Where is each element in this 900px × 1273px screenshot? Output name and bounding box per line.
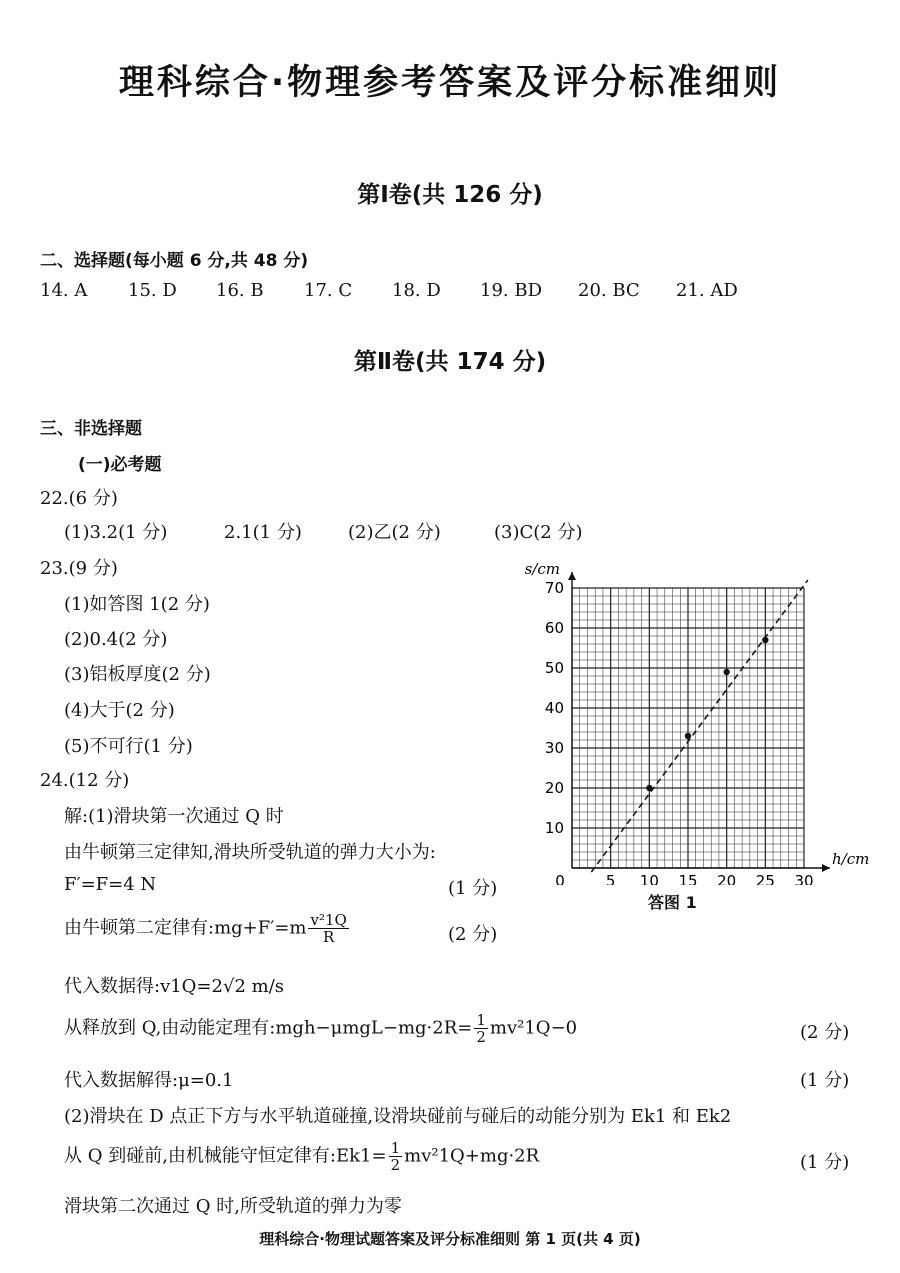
x-tick-label: 5 — [605, 872, 616, 885]
q22-label: 22.(6 分) — [40, 488, 118, 509]
q22-answer-2: 2.1(1 分) — [224, 522, 302, 543]
q24-line-6-suffix: mv²1Q−0 — [489, 1017, 578, 1039]
x-axis-arrow-icon — [822, 864, 830, 872]
fraction-numerator: v²1Q — [310, 911, 347, 929]
mc-answers — [40, 280, 766, 301]
fraction — [474, 1012, 488, 1045]
x-tick-label: 10 — [639, 872, 659, 885]
x-tick-label: 25 — [755, 872, 775, 885]
q24-line-4 — [64, 912, 351, 945]
q24-line-6-text: 从释放到 Q,由动能定理有:mgh−μmgL−mg·2R= — [64, 1017, 473, 1039]
q24-line-8: (2)滑块在 D 点正下方与水平轨道碰撞,设滑块碰前与碰后的动能分别为 Ek1 和 Ek2 — [64, 1106, 732, 1127]
y-axis-arrow-icon — [568, 572, 576, 580]
part1-heading: 第Ⅰ卷(共 126 分) — [357, 182, 543, 208]
fraction — [308, 912, 348, 945]
fraction-denominator: R — [322, 928, 335, 946]
q22-answer-3: (2)乙(2 分) — [348, 522, 441, 543]
q22-answer-1: (1)3.2(1 分) — [64, 522, 168, 543]
required-heading: (一)必考题 — [78, 455, 162, 475]
q24-line-2: 由牛顿第三定律知,滑块所受轨道的弹力大小为: — [64, 842, 436, 863]
y-tick-label: 30 — [544, 739, 564, 757]
answer-21: 21. AD — [676, 280, 738, 301]
q23-line-2: (2)0.4(2 分) — [64, 629, 168, 650]
q24-score-3: (2 分) — [800, 1022, 850, 1043]
q24-line-4-text: 由牛顿第二定律有:mg+F′=m — [64, 917, 307, 939]
q23-line-1: (1)如答图 1(2 分) — [64, 594, 210, 615]
mc-heading: 二、选择题(每小题 6 分,共 48 分) — [40, 251, 309, 271]
y-tick-label: 40 — [544, 699, 564, 717]
page-footer: 理科综合·物理试题答案及评分标准细则 第 1 页(共 4 页) — [259, 1230, 641, 1248]
nonmc-heading: 三、非选择题 — [40, 419, 142, 439]
answer-18: 18. D — [392, 280, 441, 301]
data-point — [685, 733, 691, 739]
q24-line-9-suffix: mv²1Q+mg·2R — [404, 1145, 540, 1167]
part2-heading: 第Ⅱ卷(共 174 分) — [353, 349, 547, 375]
q24-line-5: 代入数据得:v1Q=2√2 m/s — [64, 976, 284, 997]
q23-line-3: (3)铝板厚度(2 分) — [64, 664, 211, 685]
fraction-numerator: 1 — [390, 1139, 401, 1157]
answer-14: 14. A — [40, 280, 88, 301]
q24-score-1: (1 分) — [448, 878, 498, 899]
q23-label: 23.(9 分) — [40, 558, 118, 579]
answer-15: 15. D — [128, 280, 177, 301]
y-tick-label: 50 — [544, 659, 564, 677]
s-h-chart — [520, 555, 880, 885]
answer-16: 16. B — [216, 280, 264, 301]
y-tick-label: 10 — [544, 819, 564, 837]
answer-20: 20. BC — [578, 280, 640, 301]
q24-score-5: (1 分) — [800, 1152, 850, 1173]
answer-figure-1 — [520, 555, 880, 915]
answer-17: 17. C — [304, 280, 353, 301]
x-tick-label: 0 — [555, 872, 565, 885]
q24-line-6 — [64, 1012, 577, 1045]
q22-answer-4: (3)C(2 分) — [494, 522, 583, 543]
q24-line-9-text: 从 Q 到碰前,由机械能守恒定律有:Ek1= — [64, 1145, 387, 1167]
data-point — [762, 637, 768, 643]
fraction-denominator: 2 — [390, 1156, 401, 1174]
x-axis-label: h/cm — [832, 850, 870, 868]
q24-score-2: (2 分) — [448, 924, 498, 945]
y-tick-label: 60 — [544, 619, 564, 637]
q24-line-9 — [64, 1140, 539, 1173]
y-tick-label: 20 — [544, 779, 564, 797]
q24-line-1: 解:(1)滑块第一次通过 Q 时 — [64, 806, 284, 827]
y-axis-label: s/cm — [524, 560, 560, 578]
q24-line-7: 代入数据解得:μ=0.1 — [64, 1070, 234, 1091]
q24-line-3: F′=F=4 N — [64, 874, 157, 895]
x-tick-label: 15 — [678, 872, 698, 885]
data-point — [646, 785, 652, 791]
data-point — [723, 669, 729, 675]
fraction-denominator: 2 — [476, 1028, 486, 1046]
answer-19: 19. BD — [480, 280, 543, 301]
q24-line-10: 滑块第二次通过 Q 时,所受轨道的弹力为零 — [64, 1196, 402, 1217]
q23-line-5: (5)不可行(1 分) — [64, 736, 193, 757]
fraction — [389, 1140, 403, 1173]
q24-label: 24.(12 分) — [40, 770, 130, 791]
x-tick-label: 20 — [717, 872, 737, 885]
fraction-numerator: 1 — [476, 1011, 486, 1029]
y-tick-label: 70 — [544, 579, 564, 597]
x-tick-label: 30 — [794, 872, 814, 885]
chart-caption: 答图 1 — [648, 893, 697, 912]
q23-line-4: (4)大于(2 分) — [64, 700, 175, 721]
page-title: 理科综合·物理参考答案及评分标准细则 — [118, 63, 782, 103]
q24-score-4: (1 分) — [800, 1070, 850, 1091]
